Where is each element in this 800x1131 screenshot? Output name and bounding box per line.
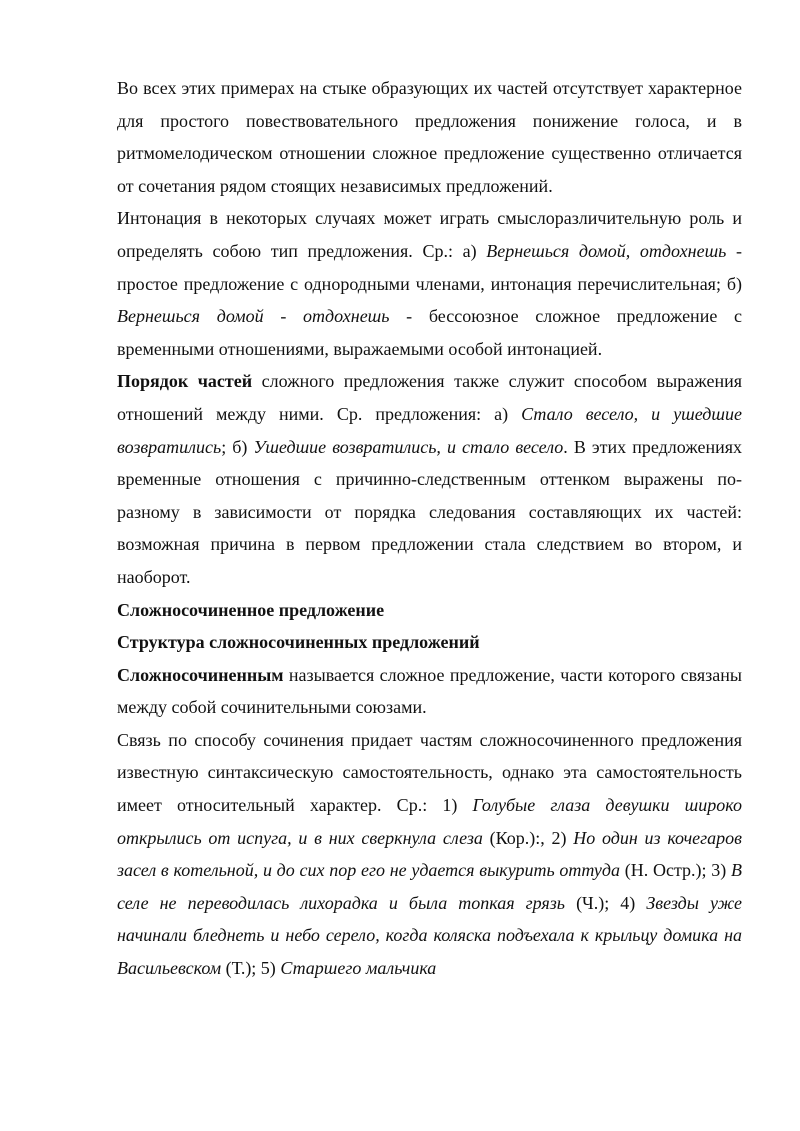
example-sentence: Но один из кочегаров засел в котельной, и до сих пор его не удается выкурить оттуда [117, 827, 742, 881]
example-sentence: Старшего мальчика [280, 958, 437, 979]
example-sentence: Голубые глаза девушки широко открылись от испуга, и в них сверкнула слеза [117, 795, 743, 848]
text-run: Связь по способу сочинения придает частям сложносочиненного предложения известную синтаксическую самостоятельность, однако эта самостоятельность имеет относительный характер. Ср.: 1) [117, 729, 742, 816]
paragraph [117, 365, 742, 593]
text-run: . В этих предложениях временные отношения с причинно-следственным оттенком выражены по-разному в зависимости от порядка следования составляющих их частей: возможная причина в первом предложении стала следствием во втором, и наоборот. [117, 436, 743, 587]
example-sentence: В селе не переводилась лихорадка и была топкая грязь [117, 860, 742, 913]
text-run: Интонация в некоторых случаях может играть смыслоразличительную роль и определять собою тип предложения. Ср.: а) [117, 208, 742, 261]
term: Сложносочиненным [117, 664, 284, 685]
heading-text: Сложносочиненное предложение [117, 599, 385, 620]
example-sentence: Ушедшие возвратились, и стало весело [253, 436, 564, 457]
text-run: (Н. Остр.); 3) [619, 860, 731, 881]
text-run: (Ч.); 4) [565, 892, 647, 913]
text-run: (Кор.):, 2) [482, 827, 574, 848]
text-run: - бессоюзное сложное предложение с временными отношениями, выражаемыми особой интонацией. [117, 306, 742, 359]
text-run: Во всех этих примерах на стыке образующих их частей отсутствует характерное для простого повествовательного предложения понижение голоса, и в ритмомелодическом отношении сложное предложение существенно отличается от сочетания рядом стоящих независимых предложений. [117, 78, 742, 196]
example-sentence: Звезды уже начинали бледнеть и небо серело, когда коляска подъехала к крыльцу домика на Васильевском [117, 892, 743, 979]
paragraph [117, 72, 742, 202]
text-run: - простое предложение с однородными членами, интонация перечислительная; б) [117, 240, 742, 294]
text-run: ; б) [221, 436, 254, 457]
term: Порядок частей [117, 371, 253, 392]
text-run: сложного предложения также служит способом выражения отношений между ними. Ср. предложения: а) [117, 371, 742, 424]
paragraph [117, 202, 742, 365]
paragraph [117, 659, 742, 724]
example-sentence: Вернешься домой - отдохнешь [117, 306, 390, 327]
text-run: (Т.); 5) [221, 958, 281, 979]
example-sentence: Вернешься домой, отдохнешь [486, 240, 727, 261]
section-heading [117, 626, 742, 659]
document-body [117, 72, 742, 985]
paragraph [117, 724, 742, 985]
text-run: называется сложное предложение, части которого связаны между собой сочинительными союзами. [117, 664, 742, 718]
heading-text: Структура сложносочиненных предложений [117, 632, 480, 653]
section-heading [117, 594, 742, 627]
example-sentence: Стало весело, и ушедшие возвратились [117, 403, 742, 457]
